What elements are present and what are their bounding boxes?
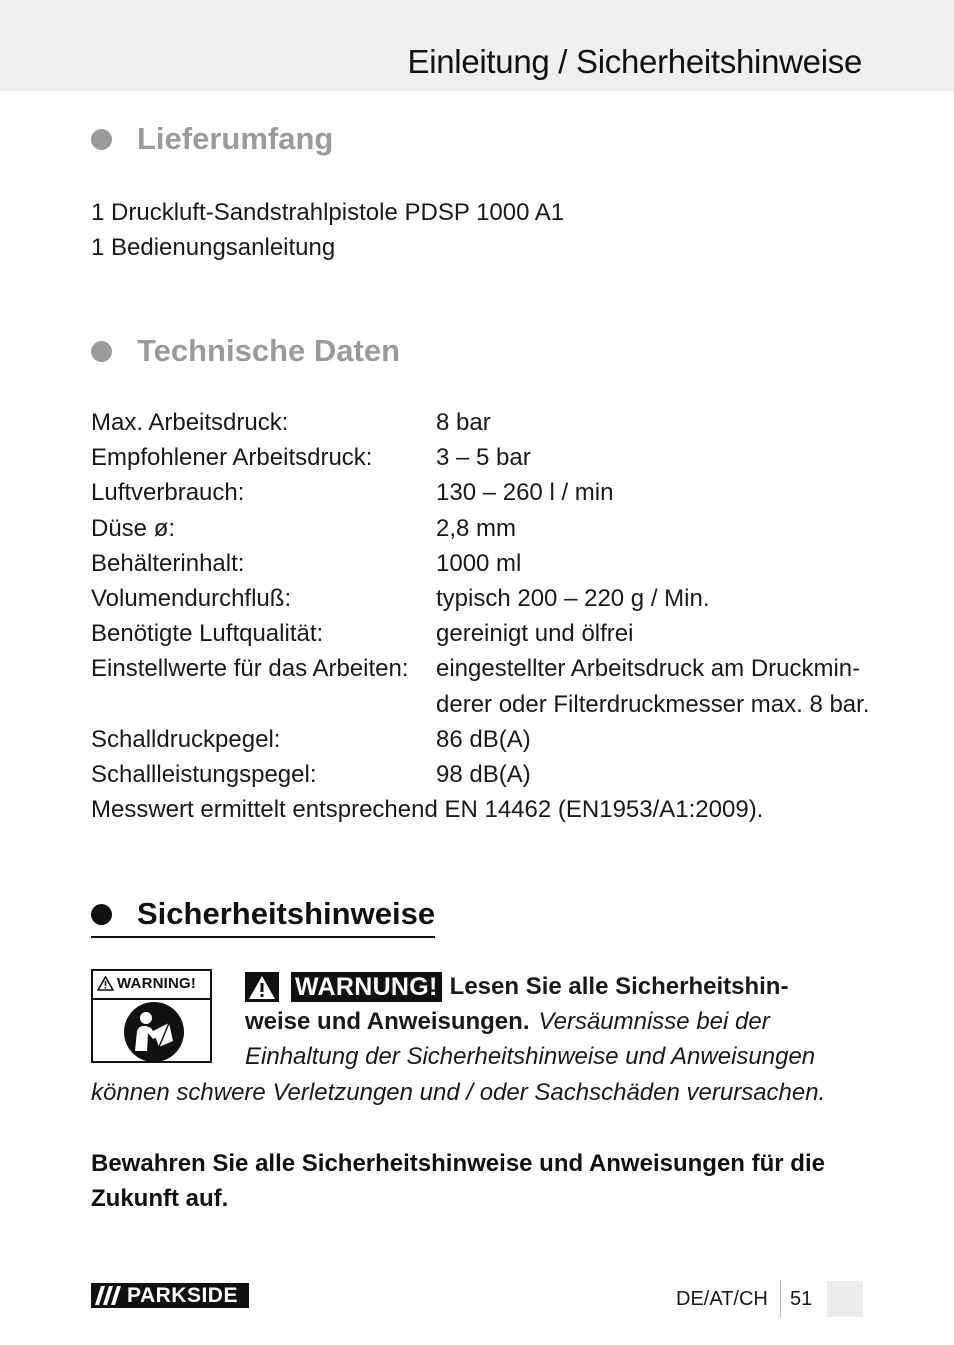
bullet-icon (91, 904, 112, 925)
spec-value: 8 bar (436, 409, 491, 436)
warning-pictogram-box (91, 969, 212, 1063)
spec-value: 86 dB(A) (436, 725, 531, 753)
spec-table (91, 405, 870, 827)
page-tab (827, 1281, 863, 1317)
warning-line-1 (245, 969, 875, 1004)
spec-value: typisch 200 – 220 g / Min. (436, 585, 710, 613)
spec-label: Schalldruckpegel: (91, 725, 281, 753)
keep-instructions-note: Bewahren Sie alle Sicherheitshinweise und Anweisungen für die Zukunft auf. (91, 1150, 825, 1212)
page-title: Einleitung / Sicherheitshinweise (407, 43, 862, 80)
warning-bold-text: Lesen Sie alle Sicherheitshin- (449, 973, 789, 1000)
spec-value: derer oder Filterdruckmesser max. 8 bar. (436, 690, 870, 718)
spec-row (91, 546, 870, 581)
warning-triangle-icon (245, 972, 279, 1002)
spec-row (91, 757, 870, 792)
warning-italic-text: Einhaltung der Sicherheitshinweise und Anweisungen (245, 1043, 816, 1071)
spec-label: Benötigte Luftqualität: (91, 620, 324, 648)
warning-line-2 (245, 1004, 875, 1039)
spec-row (91, 511, 870, 546)
spec-label: Schallleistungspegel: (91, 761, 317, 789)
warning-italic-text: können schwere Verletzungen und / oder Sachschäden verursachen. (91, 1079, 826, 1106)
spec-label: Volumendurchfluß: (91, 585, 292, 613)
spec-note: Messwert ermittelt entsprechend EN 14462 (EN1953/A1:2009). (91, 796, 764, 824)
spec-label: Behälterinhalt: (91, 549, 245, 577)
warnung-badge: WARNUNG! (291, 972, 442, 1002)
spec-label (91, 687, 436, 722)
section-heading-technische-daten (91, 331, 400, 371)
section-heading-lieferumfang (91, 119, 333, 159)
warning-italic-text: Versäumnisse bei der (538, 1008, 770, 1036)
spec-row (91, 651, 870, 686)
footer-divider (780, 1280, 781, 1318)
spec-row (91, 722, 870, 757)
spec-value: 3 – 5 bar (436, 444, 531, 472)
list-item: 1 Druckluft-Sandstrahlpistole PDSP 1000 A1 (91, 199, 565, 226)
brand-name: PARKSIDE (127, 1284, 238, 1307)
spec-value: gereinigt und ölfrei (436, 620, 634, 648)
spec-label: Düse ø: (91, 514, 176, 542)
page-number: 51 (790, 1288, 813, 1310)
spec-row (91, 687, 870, 722)
spec-label: Empfohlener Arbeitsdruck: (91, 444, 373, 472)
spec-row (91, 616, 870, 651)
warning-bold-text: weise und Anweisungen. (245, 1008, 530, 1036)
warning-box-divider (93, 998, 210, 1000)
parkside-logo (91, 1283, 249, 1308)
list-item: 1 Bedienungsanleitung (91, 234, 336, 261)
spec-value: 98 dB(A) (436, 761, 531, 789)
spec-value: 2,8 mm (436, 514, 517, 542)
spec-label: Max. Arbeitsdruck: (91, 409, 289, 436)
warning-paragraph (245, 969, 875, 1075)
warning-box-label: WARNING! (117, 975, 197, 992)
spec-label: Einstellwerte für das Arbeiten: (91, 655, 409, 683)
spec-row (91, 581, 870, 616)
bullet-icon (91, 341, 112, 362)
spec-row (91, 475, 870, 510)
warning-box-header (97, 975, 196, 992)
heading-sicherheitshinweise: Sicherheitshinweise (137, 896, 436, 931)
warning-triangle-icon (97, 976, 114, 991)
bullet-icon (91, 129, 112, 150)
section-heading-sicherheitshinweise (91, 894, 435, 938)
read-manual-icon (123, 1001, 185, 1063)
spec-value: eingestellter Arbeitsdruck am Druckmin- (436, 655, 861, 683)
spec-row (91, 440, 870, 475)
region-code: DE/AT/CH (676, 1288, 768, 1310)
spec-row (91, 405, 870, 440)
heading-technische-daten: Technische Daten (137, 333, 401, 368)
spec-label: Luftverbrauch: (91, 479, 245, 507)
heading-lieferumfang: Lieferumfang (137, 121, 334, 156)
logo-stripes-icon (95, 1286, 121, 1305)
spec-value: 1000 ml (436, 549, 522, 577)
spec-value: 130 – 260 l / min (436, 479, 614, 507)
